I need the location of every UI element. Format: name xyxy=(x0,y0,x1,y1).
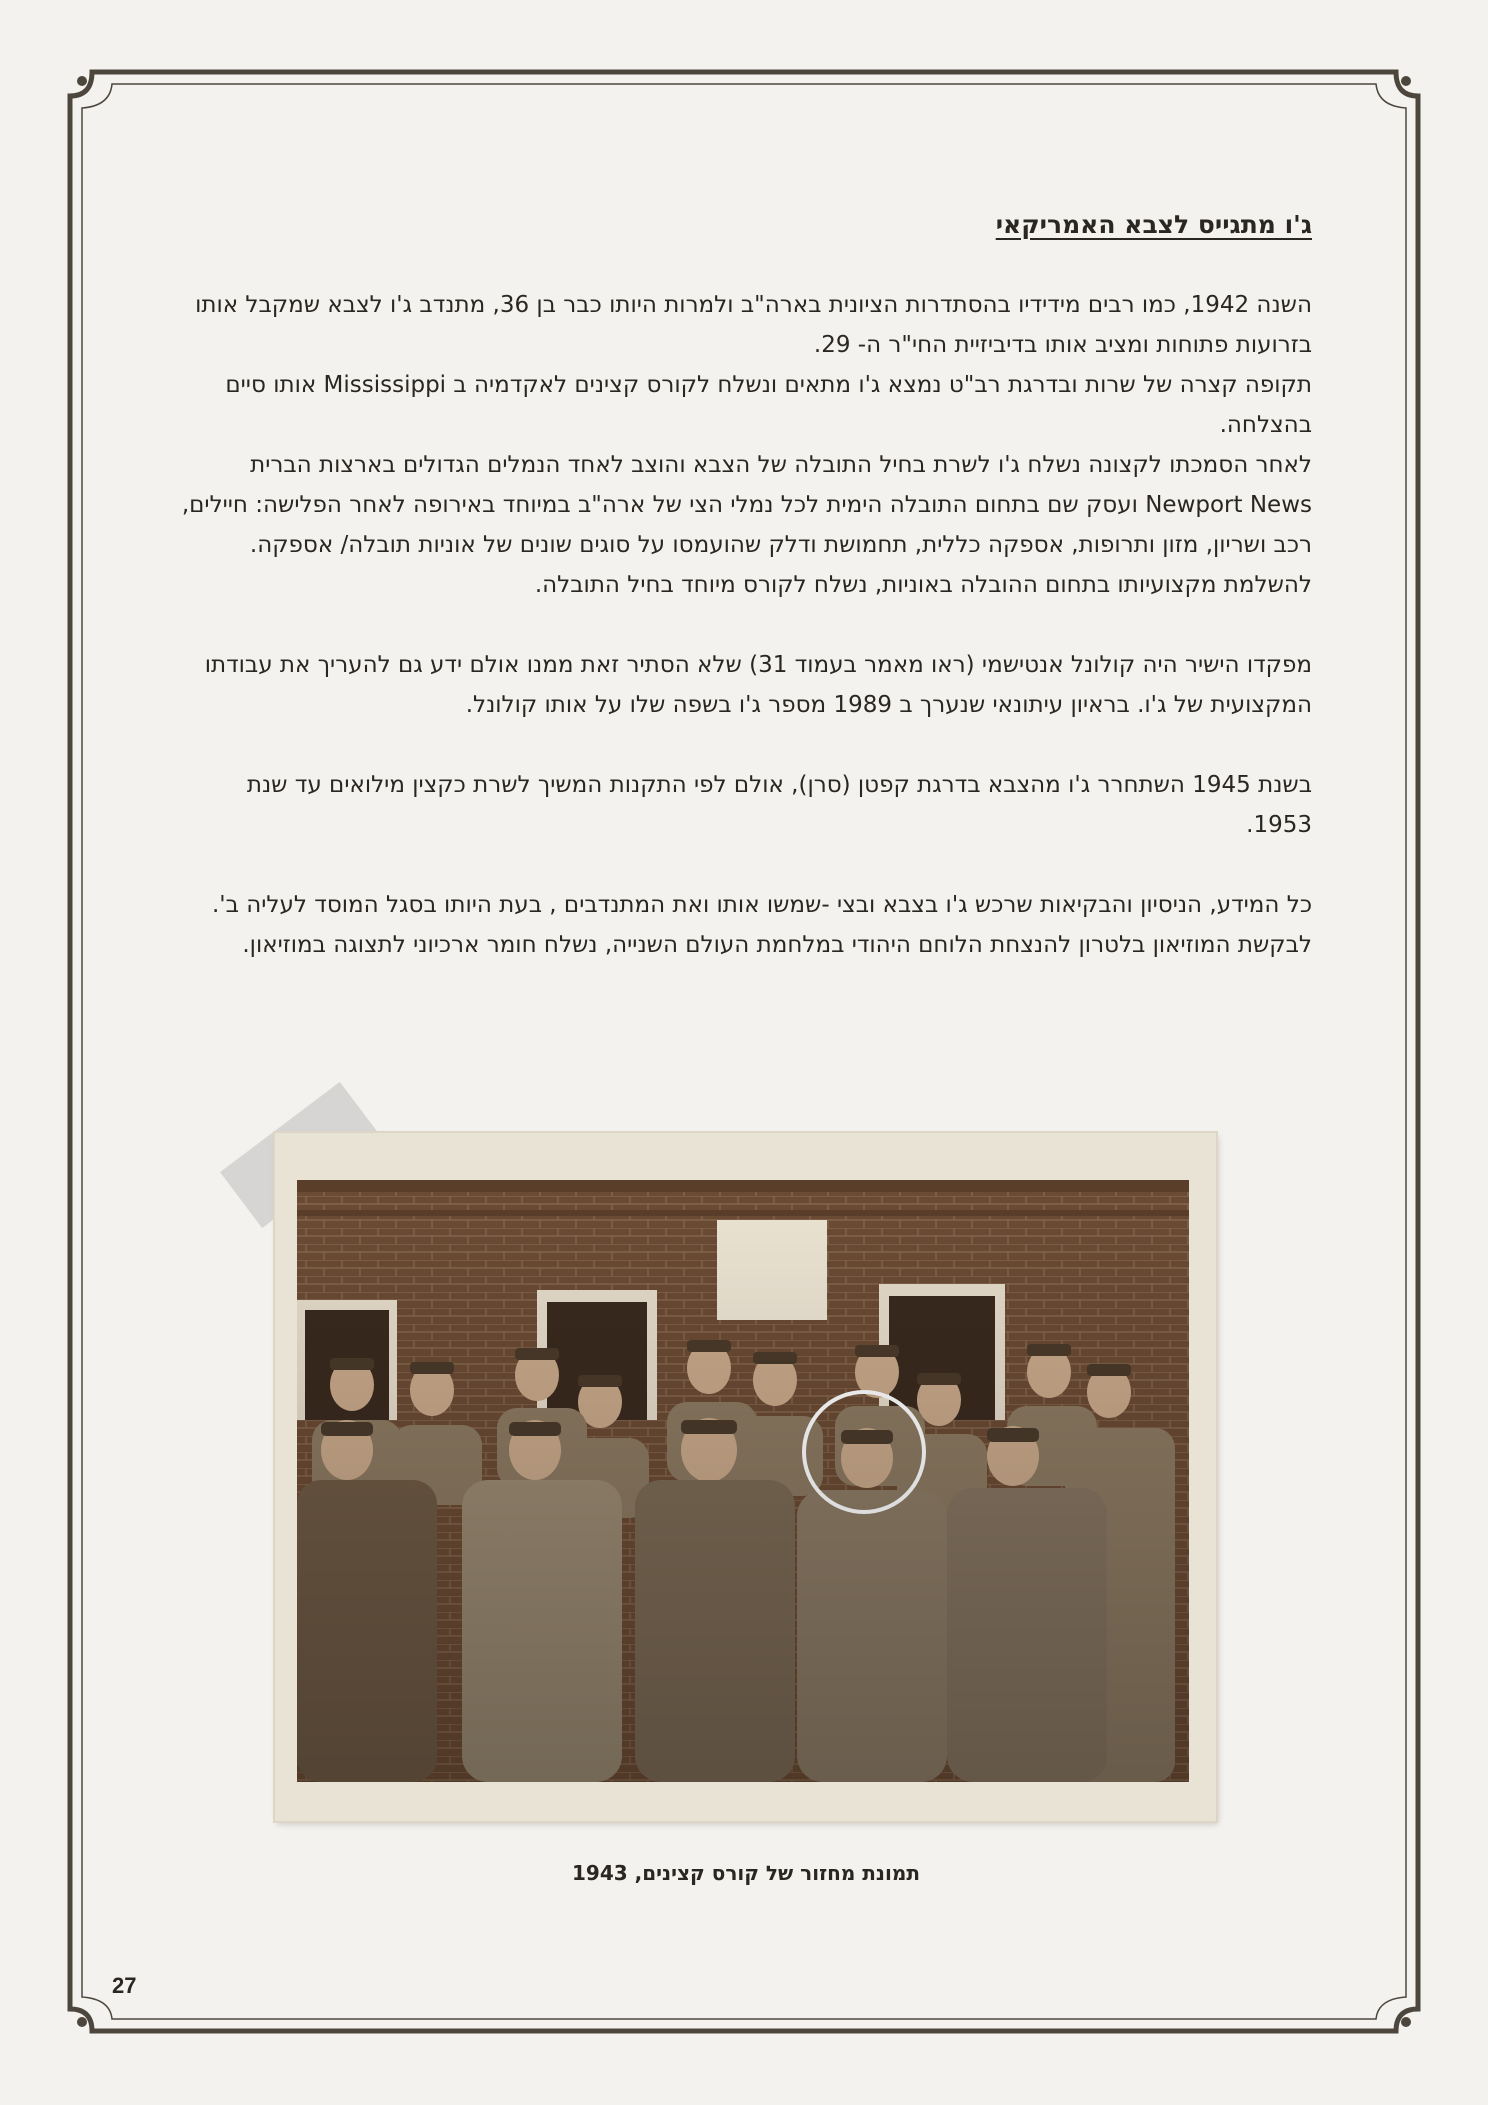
paragraph-museum: כל המידע, הניסיון והבקיאות שרכש ג'ו בצבא ובצי -שמשו אותו ואת המתנדבים , בעת היותו בסגל המוסד לעליה ב'. לבקשת המוזיאון בלטרון להנצחת הלוחם היהודי במלחמת העולם השנייה, נשלח חומר ארכיוני לתצוגה במוזיאון. xyxy=(212,892,1312,958)
corner-dot-top-left xyxy=(77,76,87,86)
page-number: 27 xyxy=(112,1973,137,1998)
article-body xyxy=(176,210,1312,965)
paragraph-commander: מפקדו הישיר היה קולונל אנטישמי (ראו מאמר בעמוד 31) שלא הסתיר זאת ממנו אולם ידע גם להעריך את עבודתו המקצועית של ג'ו. בראיון עיתונאי שנערך ב 1989 מספר ג'ו בשפה שלו על אותו קולונל. xyxy=(204,652,1312,718)
photo-card xyxy=(275,1133,1216,1821)
photo-caption: תמונת מחזור של קורס קצינים, 1943 xyxy=(572,1861,920,1885)
group-photo xyxy=(297,1180,1189,1782)
corner-dot-top-right xyxy=(1401,76,1411,86)
corner-dot-bottom-right xyxy=(1401,2017,1411,2027)
paragraph-discharge: בשנת 1945 השתחרר ג'ו מהצבא בדרגת קפטן (סרן), אולם לפי התקנות המשיך לשרת כקצין מילואים עד שנת 1953. xyxy=(246,772,1312,838)
paragraph-transport-corps: לאחר הסמכתו לקצונה נשלח ג'ו לשרת בחיל התובלה של הצבא והוצב לאחד הנמלים הגדולים בארצות הברית Newport News ועסק שם בתחום התובלה הימית לכל נמלי הצי של ארה"ב במיוחד באירופה לאחר הפלישה: חיילים, רכב ושריון, מזון ותרופות, אספקה כללית, תחמושת ודלק שהועמסו על סוגים שונים של אוניות תובלה/ אספקה. להשלמת מקצועיותו בתחום ההובלה באוניות, נשלח לקורס מיוחד בחיל התובלה. xyxy=(181,452,1312,598)
corner-dot-bottom-left xyxy=(77,2017,87,2027)
article-title: ג'ו מתגייס לצבא האמריקאי xyxy=(995,210,1312,239)
paragraph-enlistment: השנה 1942, כמו רבים מידידיו בהסתדרות הציונית בארה"ב ולמרות היותו כבר בן 36, מתנדב ג'ו לצבא שמקבל אותו בזרועות פתוחות ומציב אותו בדיביזיית החי"ר ה- 29. xyxy=(195,292,1312,358)
paragraph-officer-course: תקופה קצרה של שרות ובדרגת רב"ט נמצא ג'ו מתאים ונשלח לקורס קצינים לאקדמיה ב Mississippi אותו סיים בהצלחה. xyxy=(225,372,1312,438)
